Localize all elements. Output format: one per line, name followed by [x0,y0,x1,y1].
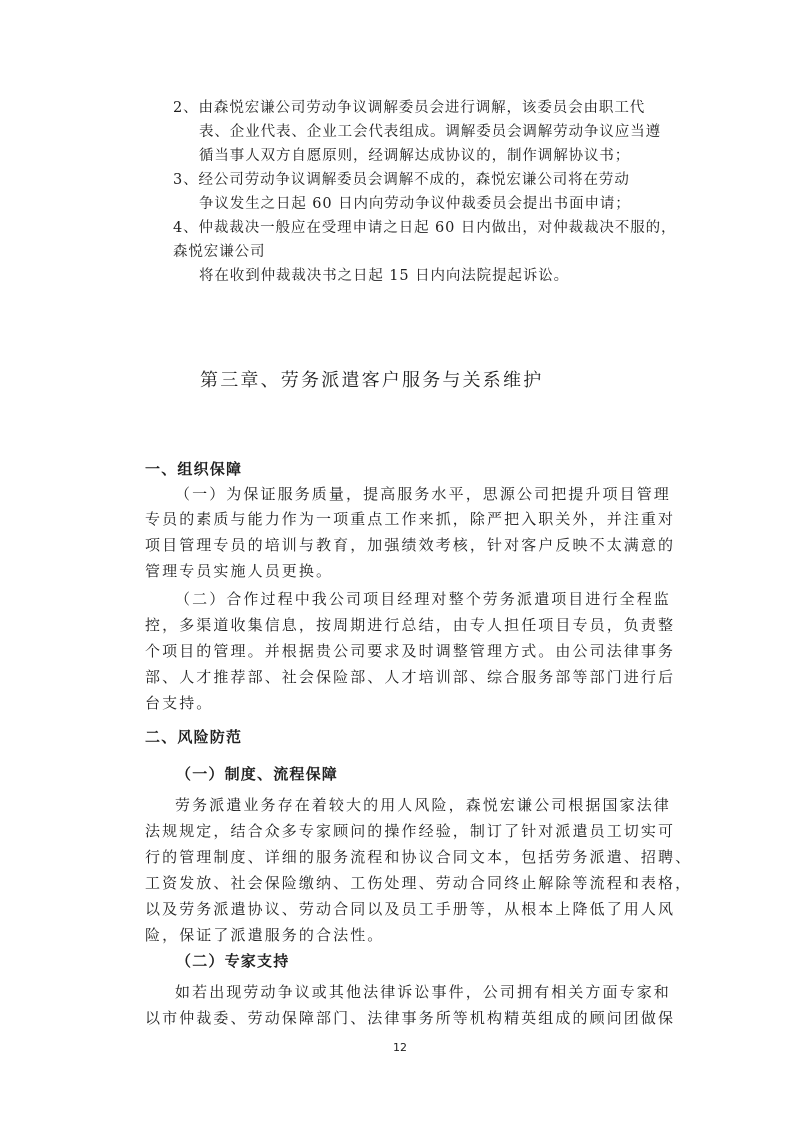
list-item-4-line-1: 4、仲裁裁决一般应在受理申请之日起 60 日内做出，对仲裁裁决不服的， [173,220,677,236]
list-item-3-line-2: 争议发生之日起 60 日内向劳动争议仲裁委员会提出书面申请； [199,196,631,212]
paragraph-line: 台支持。 [145,694,214,712]
list-item-2-line-3: 循当事人双方自愿原则，经调解达成协议的，制作调解协议书； [199,148,631,164]
page-number: 12 [393,1041,407,1054]
paragraph-line: 行的管理制度、详细的服务流程和协议合同文本，包括劳务派遣、招聘、 [145,848,693,866]
paragraph-line: （一）为保证服务质量，提高服务水平，思源公司把提升项目管理 [175,485,671,503]
section-heading-risk-prevention: 二、风险防范 [145,728,243,746]
list-item-2-line-1: 2、由森悦宏谦公司劳动争议调解委员会进行调解，该委员会由职工代 [173,100,646,116]
paragraph-line: 法规规定，结合众多专家顾问的操作经验，制订了针对派遣员工切实可 [145,822,676,840]
paragraph-line: 工资发放、社会保险缴纳、工伤处理、劳动合同终止解除等流程和表格， [145,874,693,892]
list-item-2-line-2: 表、企业代表、企业工会代表组成。调解委员会调解劳动争议应当遵 [199,124,661,140]
subsection-heading-process: （一）制度、流程保障 [176,765,339,783]
section-heading-organization: 一、组织保障 [145,460,243,478]
paragraph-line: 控，多渠道收集信息，按周期进行总结，由专人担任项目专员，负责整 [145,616,676,634]
paragraph-line: 劳务派遣业务存在着较大的用人风险，森悦宏谦公司根据国家法律 [175,796,671,814]
paragraph-line: 如若出现劳动争议或其他法律诉讼事件，公司拥有相关方面专家和 [175,983,671,1001]
list-item-4-line-2: 森悦宏谦公司 [173,244,266,260]
chapter-title: 第三章、劳务派遣客户服务与关系维护 [200,370,544,391]
paragraph-line: 以及劳务派遣协议、劳动合同以及员工手册等，从根本上降低了用人风 [145,900,676,918]
paragraph-line: 部、人才推荐部、社会保险部、人才培训部、综合服务部等部门进行后 [145,668,676,686]
subsection-heading-expert-support: （二）专家支持 [176,952,290,970]
paragraph-line: 管理专员实施人员更换。 [145,562,334,580]
paragraph-line: 险，保证了派遣服务的合法性。 [145,926,385,944]
paragraph-line: 个项目的管理。并根据贵公司要求及时调整管理方式。由公司法律事务 [145,642,676,660]
paragraph-line: （二）合作过程中我公司项目经理对整个劳务派遣项目进行全程监 [175,590,671,608]
paragraph-line: 项目管理专员的培训与教育，加强绩效考核，针对客户反映不太满意的 [145,536,676,554]
list-item-3-line-1: 3、经公司劳动争议调解委员会调解不成的，森悦宏谦公司将在劳动 [173,172,630,188]
list-item-4-line-3: 将在收到仲裁裁决书之日起 15 日内向法院提起诉讼。 [199,268,570,284]
paragraph-line: 以市仲裁委、劳动保障部门、法律事务所等机构精英组成的顾问团做保 [145,1009,676,1027]
paragraph-line: 专员的素质与能力作为一项重点工作来抓，除严把入职关外，并注重对 [145,510,676,528]
